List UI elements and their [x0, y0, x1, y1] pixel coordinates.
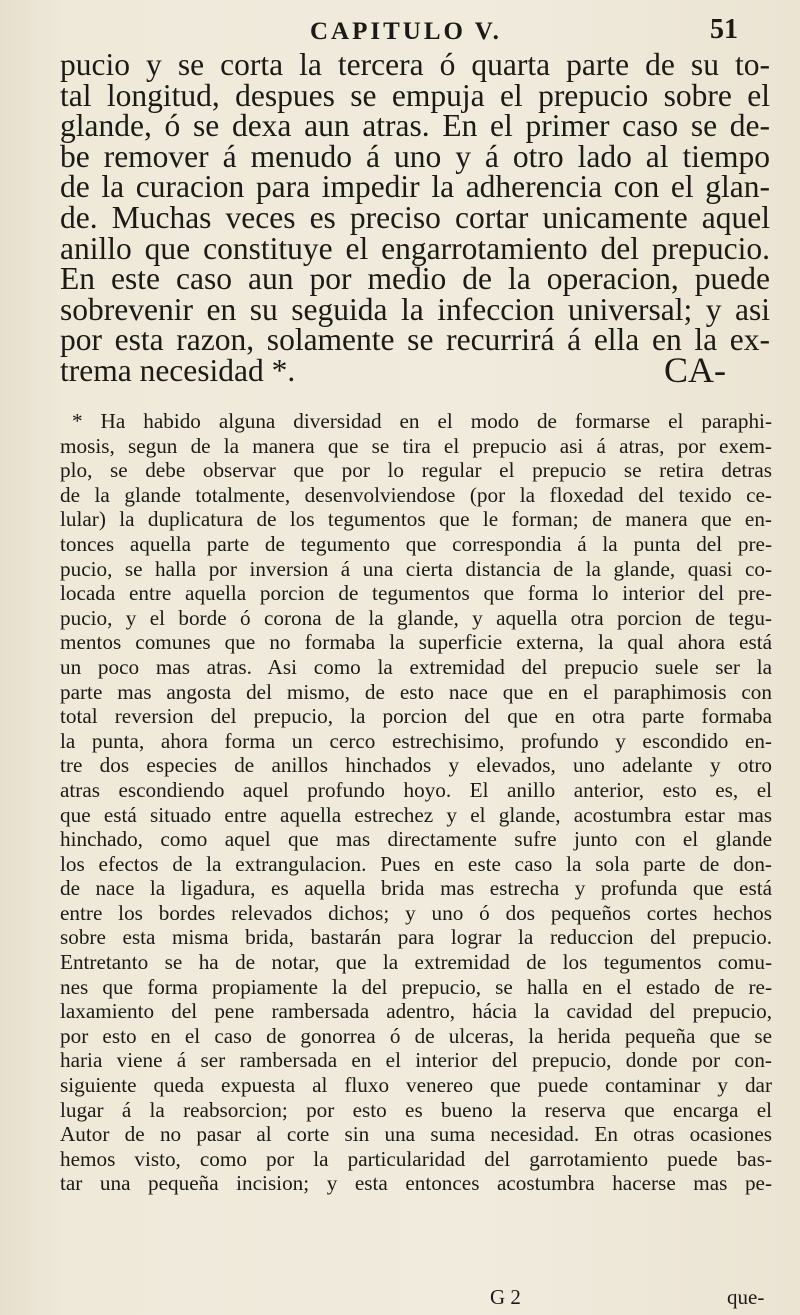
- body-line: tal longitud, despues se empuja el prepucio sobre el: [60, 77, 770, 113]
- footnote-line: total reversion del prepucio, la porcion del que en otra parte formaba: [60, 704, 772, 729]
- footnote-line: de nace la ligadura, es aquella brida mas estrecha y profunda que está: [60, 876, 772, 901]
- footnote-block: [60, 409, 772, 1196]
- footnote-line: siguiente queda expuesta al fluxo venereo que puede contaminar y dar: [60, 1073, 772, 1098]
- footnote-line: un poco mas atras. Asi como la extremidad del prepucio suele ser la: [60, 654, 772, 679]
- footnote-line: haria viene á ser rambersada en el interior del prepucio, donde por con-: [60, 1048, 772, 1073]
- footnote-line: locada entre aquella porcion de tegumentos que forma lo interior del pre-: [60, 581, 772, 606]
- body-line: glande, ó se dexa aun atras. En el primer caso se de-: [60, 108, 770, 144]
- catchword: CA-: [664, 350, 726, 390]
- footnote-line: sobre esta misma brida, bastarán para lograr la reduccion del prepucio.: [60, 925, 772, 950]
- footnote-line: lugar á la reabsorcion; por esto es bueno la reserva que encarga el: [60, 1097, 772, 1122]
- footnote-line: tre dos especies de anillos hinchados y elevados, uno adelante y otro: [60, 753, 772, 778]
- footnote-line: de la glande totalmente, desenvolviendose (por la floxedad del texido ce-: [60, 482, 772, 507]
- footnote-line: Autor de no pasar al corte sin una suma necesidad. En otras ocasiones: [60, 1122, 772, 1147]
- footnote-line: la punta, ahora forma un cerco estrechisimo, profundo y escondido en-: [60, 728, 772, 753]
- running-head: [0, 12, 800, 48]
- chapter-title: CAPITULO V.: [310, 18, 502, 45]
- body-line: de. Muchas veces es preciso cortar unicamente aquel: [60, 199, 770, 235]
- page-number: 51: [710, 14, 738, 45]
- body-line: por esta razon, solamente se recurrirá á ella en la ex-: [60, 322, 770, 358]
- body-line: sobrevenir en su seguida la infeccion universal; y asi: [60, 291, 770, 327]
- footnote-line: parte mas angosta del mismo, de esto nace que en el paraphimosis con: [60, 679, 772, 704]
- footnote-line: pucio, se halla por inversion á una cierta distancia de la glande, quasi co-: [60, 556, 772, 581]
- body-line: En este caso aun por medio de la operacion, puede: [60, 261, 770, 297]
- body-line: trema necesidad *.: [60, 352, 296, 388]
- signature-mark: G 2: [490, 1285, 521, 1309]
- footnote-line: por esto en el caso de gonorrea ó de ulceras, la herida pequeña que se: [60, 1023, 772, 1048]
- footnote-line: * Ha habido alguna diversidad en el modo de formarse el paraphi-: [72, 409, 772, 433]
- footnote-line: entre los bordes relevados dichos; y uno ó dos pequeños cortes hechos: [60, 900, 772, 925]
- footnote-line: Entretanto se ha de notar, que la extremidad de los tegumentos comu-: [60, 950, 772, 975]
- footnote-line: mosis, segun de la manera que se tira el prepucio asi á atras, por exem-: [60, 433, 772, 458]
- footnote-line: tar una pequeña incision; y esta entonces acostumbra hacerse mas pe-: [60, 1171, 772, 1196]
- footnote-line: hinchado, como aquel que mas directamente sufre junto con el glande: [60, 827, 772, 852]
- main-text-block: [60, 47, 770, 388]
- footnote-line: plo, se debe observar que por lo regular el prepucio se retira detras: [60, 458, 772, 483]
- footnote-line: mentos comunes que no formaba la superficie externa, la qual ahora está: [60, 630, 772, 655]
- footnote-line: los efectos de la extrangulacion. Pues en este caso la sola parte de don-: [60, 851, 772, 876]
- footnote-line: nes que forma propiamente la del prepucio, se halla en el estado de re-: [60, 974, 772, 999]
- footnote-line: laxamiento del pene rambersada adentro, hácia la cavidad del prepucio,: [60, 999, 772, 1024]
- footnote-line: hemos visto, como por la particularidad del garrotamiento puede bas-: [60, 1146, 772, 1171]
- footnote-line: atras escondiendo aquel profundo hoyo. El anillo anterior, esto es, el: [60, 777, 772, 802]
- footnote-line: que está situado entre aquella estrechez y el glande, acostumbra estar mas: [60, 802, 772, 827]
- body-line: pucio y se corta la tercera ó quarta parte de su to-: [60, 47, 770, 82]
- footnote-line: tonces aquella parte de tegumento que correspondia á la punta del pre-: [60, 531, 772, 556]
- footnote-line: pucio, y el borde ó corona de la glande, y aquella otra porcion de tegu-: [60, 605, 772, 630]
- body-line: be remover á menudo á uno y á otro lado al tiempo: [60, 138, 770, 174]
- footnote-line: lular) la duplicatura de los tegumentos que le forman; de manera que en-: [60, 507, 772, 532]
- body-line: anillo que constituye el engarrotamiento del prepucio.: [60, 230, 770, 266]
- footer-catchword: que-: [727, 1285, 765, 1309]
- body-line: de la curacion para impedir la adherencia con el glan-: [60, 169, 770, 205]
